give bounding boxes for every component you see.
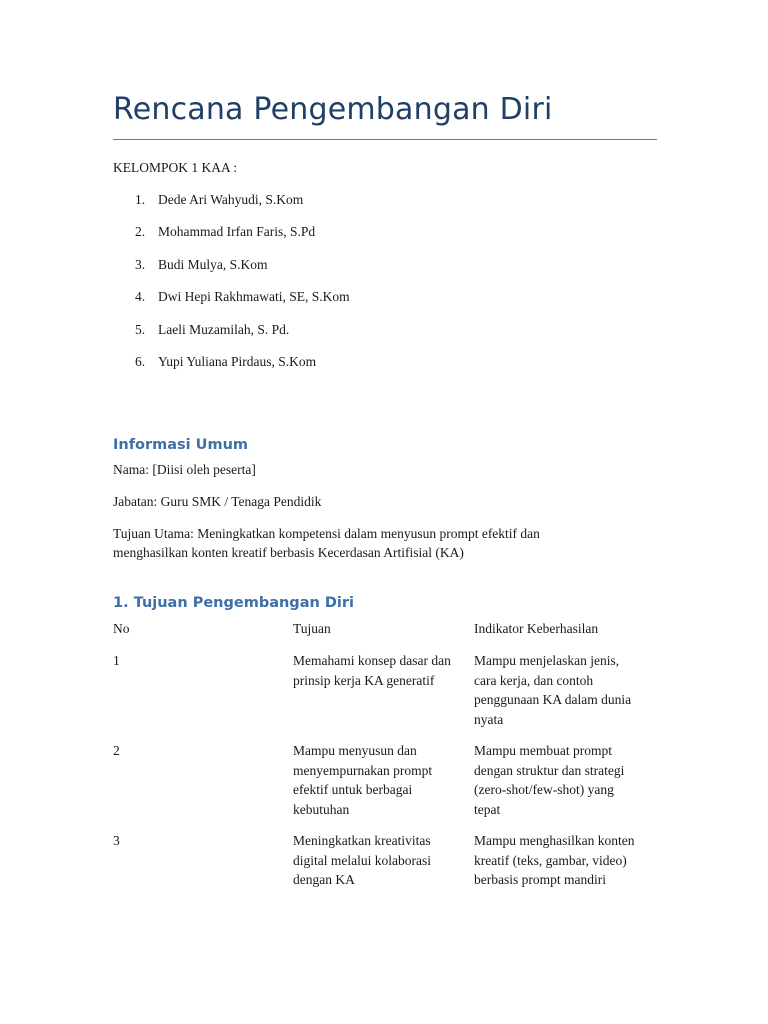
group-label: KELOMPOK 1 KAA : bbox=[113, 160, 238, 175]
table-header-row bbox=[113, 619, 658, 651]
member-name: Dwi Hepi Rakhmawati, SE, S.Kom bbox=[158, 289, 350, 305]
cell-tujuan: Mampu menyusun dan menyempurnakan prompt efektif untuk berbagai kebutuhan bbox=[293, 743, 433, 817]
list-item-number: 2. bbox=[135, 224, 146, 240]
section-heading-tujuan-pengembangan: 1. Tujuan Pengembangan Diri bbox=[113, 595, 354, 611]
list-item-number: 1. bbox=[135, 192, 146, 207]
field-tujuan-utama: Tujuan Utama: Meningkatkan kompetensi dalam menyusun prompt efektif dan menghasilkan konten kreatif berbasis Kecerdasan Artifisial (KA) bbox=[113, 526, 540, 560]
column-header-no: No bbox=[113, 621, 130, 636]
cell-no: 1 bbox=[113, 653, 120, 668]
goals-table bbox=[113, 619, 658, 921]
table-row bbox=[113, 651, 658, 741]
cell-indikator: Mampu membuat prompt dengan struktur dan strategi (zero-shot/few-shot) yang tepat bbox=[474, 743, 625, 817]
list-item-number: 5. bbox=[135, 321, 146, 337]
member-name: Mohammad Irfan Faris, S.Pd bbox=[158, 224, 316, 240]
list-item-number: 4. bbox=[135, 289, 146, 305]
member-name: Laeli Muzamilah, S. Pd. bbox=[158, 321, 290, 337]
list-item-number: 6. bbox=[135, 353, 146, 369]
cell-no: 3 bbox=[113, 833, 120, 848]
member-name: Budi Mulya, S.Kom bbox=[158, 256, 268, 272]
cell-no: 2 bbox=[113, 743, 120, 758]
cell-indikator: Mampu menjelaskan jenis, cara kerja, dan contoh penggunaan KA dalam dunia nyata bbox=[474, 653, 632, 727]
cell-tujuan: Meningkatkan kreativitas digital melalui kolaborasi dengan KA bbox=[293, 833, 431, 887]
field-jabatan: Jabatan: Guru SMK / Tenaga Pendidik bbox=[113, 494, 322, 509]
title-underline bbox=[113, 139, 657, 140]
section-heading-informasi-umum: Informasi Umum bbox=[113, 437, 248, 453]
field-nama: Nama: [Diisi oleh peserta] bbox=[113, 462, 256, 477]
list-item-number: 3. bbox=[135, 256, 146, 272]
table-row bbox=[113, 741, 658, 831]
member-name: Yupi Yuliana Pirdaus, S.Kom bbox=[158, 353, 317, 369]
member-name: Dede Ari Wahyudi, S.Kom bbox=[158, 192, 304, 207]
column-header-tujuan: Tujuan bbox=[293, 621, 331, 636]
cell-tujuan: Memahami konsep dasar dan prinsip kerja KA generatif bbox=[293, 653, 451, 688]
cell-indikator: Mampu menghasilkan konten kreatif (teks, gambar, video) berbasis prompt mandiri bbox=[474, 833, 635, 887]
column-header-indikator: Indikator Keberhasilan bbox=[474, 621, 599, 636]
document-title: Rencana Pengembangan Diri bbox=[113, 92, 553, 127]
table-row bbox=[113, 831, 658, 921]
